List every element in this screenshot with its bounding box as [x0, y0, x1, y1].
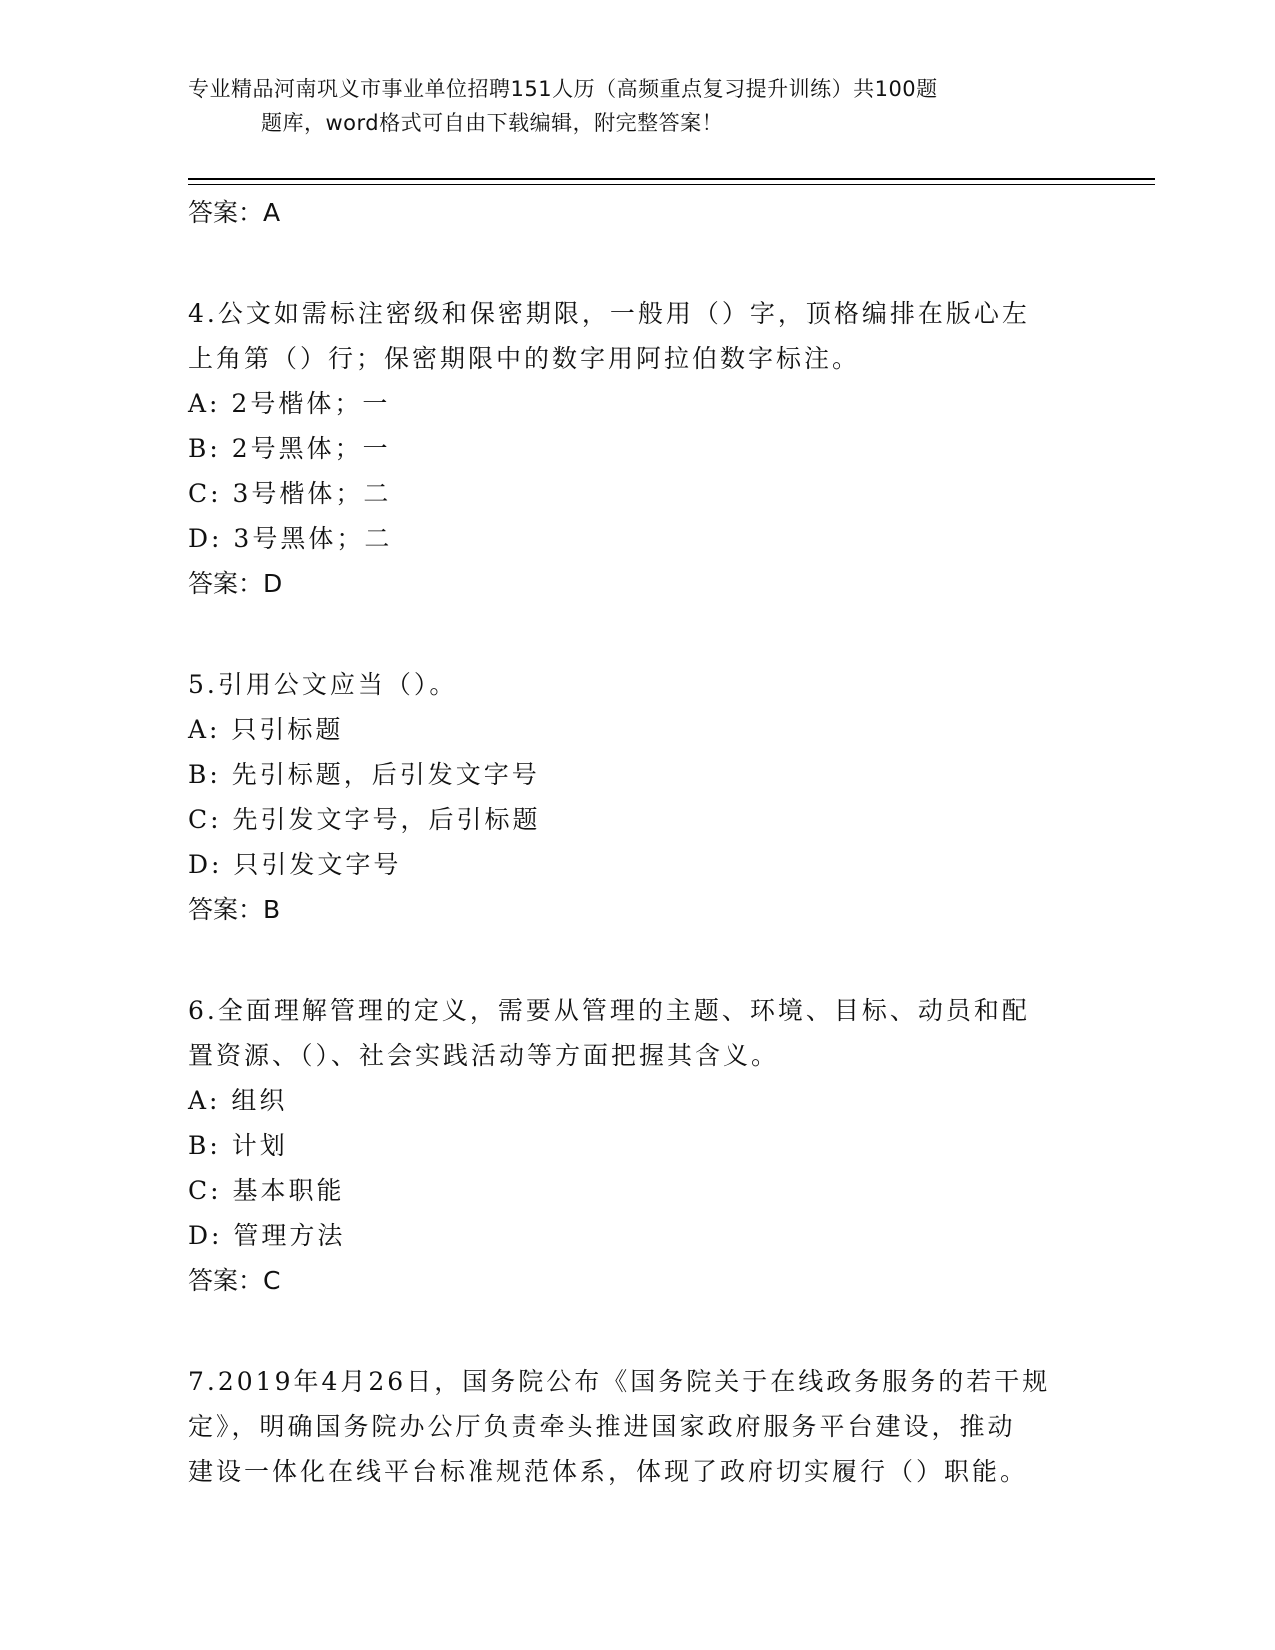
option-d: D: 管理方法 — [188, 1221, 346, 1250]
option-b: B: 计划 — [188, 1131, 288, 1160]
question-block — [188, 291, 1088, 606]
answer-line: 答案：A — [188, 198, 281, 227]
question-stem-line: 5.引用公文应当（）。 — [188, 670, 458, 699]
answer-line: 答案：C — [188, 1266, 281, 1295]
question-stem-line: 7.2019年4月26日，国务院公布《国务院关于在线政务服务的若干规 — [188, 1367, 1051, 1396]
option-b: B: 先引标题，后引发文字号 — [188, 760, 540, 789]
option-c: C: 3号楷体；二 — [188, 479, 392, 508]
option-a: A: 组织 — [188, 1086, 288, 1115]
option-b: B: 2号黑体；一 — [188, 434, 391, 463]
document-body — [188, 190, 1088, 1494]
question-stem-line: 上角第（）行；保密期限中的数字用阿拉伯数字标注。 — [188, 344, 861, 373]
question-stem — [188, 1359, 1088, 1494]
question-stem-line: 定》，明确国务院办公厅负责牵头推进国家政府服务平台建设，推动 — [188, 1412, 1016, 1441]
question-stem-line: 6.全面理解管理的定义，需要从管理的主题、环境、目标、动员和配 — [188, 996, 1030, 1025]
header-divider-thin — [188, 184, 1155, 185]
question-stem-line: 建设一体化在线平台标准规范体系，体现了政府切实履行（）职能。 — [188, 1457, 1029, 1486]
header-line-2: 题库，word格式可自由下载编辑，附完整答案！ — [261, 111, 724, 135]
answer-line: 答案：B — [188, 895, 281, 924]
question-stem — [188, 662, 1088, 707]
page-header — [188, 72, 1088, 140]
question-stem — [188, 988, 1088, 1078]
option-d: D: 只引发文字号 — [188, 850, 402, 879]
option-a: A: 2号楷体；一 — [188, 389, 391, 418]
option-d: D: 3号黑体；二 — [188, 524, 393, 553]
question-stem-line: 4.公文如需标注密级和保密期限，一般用（）字，顶格编排在版心左 — [188, 299, 1030, 328]
option-a: A: 只引标题 — [188, 715, 344, 744]
question-stem-line: 置资源、（）、社会实践活动等方面把握其含义。 — [188, 1041, 780, 1070]
question-block — [188, 1359, 1088, 1494]
header-divider-thick — [188, 178, 1155, 180]
option-c: C: 先引发文字号，后引标题 — [188, 805, 541, 834]
question-stem — [188, 291, 1088, 381]
question-block — [188, 662, 1088, 932]
answer-line: 答案：D — [188, 569, 283, 598]
question-block — [188, 988, 1088, 1303]
option-c: C: 基本职能 — [188, 1176, 345, 1205]
header-line-1: 专业精品河南巩义市事业单位招聘151人历（高频重点复习提升训练）共100题 — [188, 77, 938, 101]
